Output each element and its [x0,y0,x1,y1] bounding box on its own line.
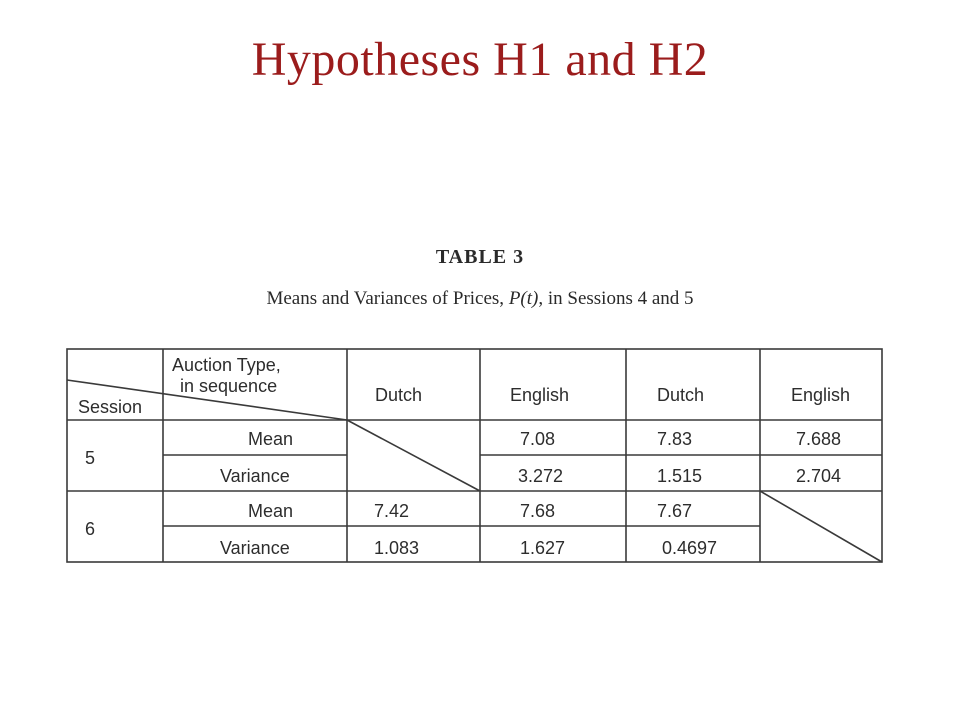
corner-label-bottom: Session [78,397,143,417]
corner-label-top-1: Auction Type, [172,355,281,375]
empty-cell-diagonal-5-dutch [347,420,480,491]
row-label-5-variance: Variance [220,466,290,486]
column-header-4: English [791,385,851,405]
cell-6-mean-dutch: 7.42 [374,501,410,521]
cell-6-variance-dutch: 1.083 [374,538,420,558]
cell-5-mean-dutch: 7.83 [657,429,693,449]
empty-cell-diagonal-6-english [760,491,882,562]
session-label-6: 6 [85,519,96,539]
column-header-2: English [510,385,570,405]
row-label-6-mean: Mean [248,501,294,521]
cell-5-variance-english-2: 2.704 [796,466,842,486]
row-label-6-variance: Variance [220,538,290,558]
cell-6-mean-english: 7.68 [520,501,556,521]
cell-5-mean-english-2: 7.688 [796,429,842,449]
cell-5-mean-english: 7.08 [520,429,556,449]
cell-6-variance-dutch-2: 0.4697 [662,538,718,558]
corner-label-top-2: in sequence [180,376,278,396]
cell-5-variance-english: 3.272 [518,466,564,486]
column-header-1: Dutch [375,385,423,405]
cell-6-variance-english: 1.627 [520,538,566,558]
session-label-5: 5 [85,448,96,468]
caption-suffix: , in Sessions 4 and 5 [538,288,694,309]
caption-prefix: Means and Variances of Prices, [266,288,509,309]
caption-italic: P(t) [508,288,539,309]
slide-title: Hypotheses H1 and H2 [251,33,709,86]
column-header-3: Dutch [657,385,705,405]
table-number: TABLE 3 [435,246,525,268]
cell-5-variance-dutch: 1.515 [657,466,703,486]
row-label-5-mean: Mean [248,429,294,449]
cell-6-mean-dutch-2: 7.67 [657,501,693,521]
